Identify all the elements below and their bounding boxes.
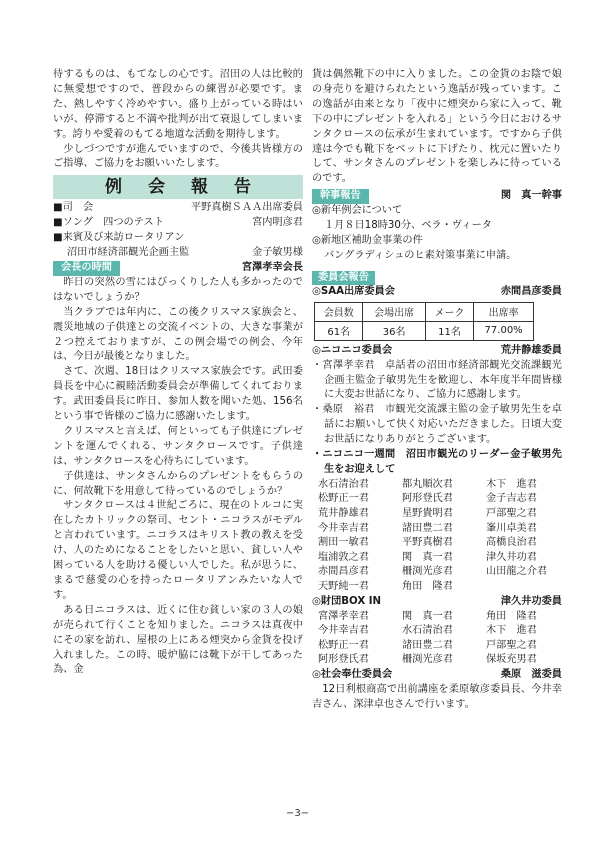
page-number: −3− <box>285 808 310 819</box>
president-paragraph: 当クラブでは年内に、この後クリスマス家族会と、震災地域の子供達との交流イベントの、大きな事業が２つ控えておりますが、この例会場での例会、今年は、今日が最後となりました。 <box>53 306 303 363</box>
program-item-guests <box>53 231 303 246</box>
president-paragraph: 子供達は、サンタさんからのプレゼントをもらうのに、何故靴下を用意して待っているのでしょうか？ <box>53 470 303 497</box>
member-name: 戸部聖之君 <box>486 508 537 520</box>
member-name: 荒井静雄君 <box>318 508 369 520</box>
member-name: 割田一敏君 <box>318 537 369 549</box>
service-name: 桑原 滋委員 <box>500 668 562 680</box>
saa-label: ◎SAA出席委員会 <box>312 285 395 297</box>
member-name: 都丸順次君 <box>402 478 453 490</box>
nikoniko-header <box>312 344 562 359</box>
president-paragraph: クリスマスと言えば、何といっても子供達にプレゼントを運んでくれる、サンタクロースです。子供達は、サンタクロースを心待ちにしています。 <box>53 425 303 467</box>
guest-organization: 沼田市経済部観光企画主監 <box>67 247 190 259</box>
member-name: 松野正一君 <box>318 493 369 505</box>
closing-paragraph: 少しづつですが進んでいますので、今後共皆様方のご指導、ご協力をお願いいたします。 <box>53 143 303 170</box>
box-header <box>312 595 562 610</box>
member-name: 柵渕光彦君 <box>402 566 453 578</box>
member-name: 津久井功君 <box>486 551 537 563</box>
right-column <box>312 68 562 713</box>
president-section-header <box>53 261 303 276</box>
nikoniko-week: ・ニコニコ一週間 沼田市観光のリーダー金子敏男先生をお迎えして <box>312 449 562 475</box>
service-text: 12日利根商高で出前講座を柔原敏彦委員長、今井幸吉さん、深津卓也さんで行います。 <box>312 683 562 710</box>
member-name: 柵渕光彦君 <box>402 654 453 666</box>
attendance-value: 61名 <box>315 321 363 340</box>
attendance-header-row <box>315 302 534 321</box>
member-name: 星野貴明君 <box>402 508 453 520</box>
committee-report-tag: 委員会報告 <box>312 271 375 285</box>
attendance-value: 77.00% <box>474 321 534 340</box>
item-label: ■司 会 <box>53 202 94 214</box>
saa-name: 赤間昌彦委員 <box>500 285 562 297</box>
nikoniko-item: ・桑原 裕君 市観光交流課主監の金子敏男先生を卓話にお願いして快く対応いただきました。日頃大変お世話になりありがとうございます。 <box>312 404 562 446</box>
box-label: ◎財団BOX IN <box>312 595 382 607</box>
nikoniko-names-grid <box>312 478 562 595</box>
attendance-header: 会員数 <box>315 302 363 321</box>
member-name: 水石清治君 <box>402 625 453 637</box>
intro-paragraph: 待するものは、もてなしの心です。沼田の人は比較的に無愛想ですので、普段からの練習が必要です。また、熱しやすく冷めやすい。盛り上がっている時はいいが、停滞すると不満や批判が出て衰退してしまいます。誇りや愛着のもてる地道な活動を期待します。 <box>53 69 303 140</box>
secretary-section-header <box>312 189 562 204</box>
attendance-value: 36名 <box>363 321 425 340</box>
member-name: 平野真樹君 <box>402 537 453 549</box>
president-name: 宮澤孝幸会長 <box>241 261 303 273</box>
member-name: 宮澤孝幸君 <box>318 610 369 622</box>
member-name: 天野純一君 <box>318 581 369 592</box>
member-name: 関 真一君 <box>402 610 453 622</box>
president-paragraph: さて、次週、18日はクリスマス家族会です。武田委員長を中心に親睦活動委員会が準備してくれております。武田委員長に昨日、参加人数を聞いた処、156名という事で皆様のご協力に感謝いたします。 <box>53 366 303 423</box>
secretary-name: 関 真一幹事 <box>500 190 562 202</box>
president-paragraph: 昨日の突然の雪にはびっくりした人も多かったのではないでしょうか？ <box>53 276 303 303</box>
item-value: 宮内明彦君 <box>252 217 303 229</box>
member-name: 角田 隆君 <box>402 581 453 592</box>
nikoniko-item: ・宮澤孝幸君 卓話者の沼田市経済部観光交流課観光企画主監金子敏男先生を歓迎し、本年度半年間皆様に大変お世話になり、ご協力に感謝します。 <box>312 359 562 401</box>
secretary-tag: 幹事報告 <box>312 189 369 204</box>
member-name: 赤間昌彦君 <box>318 566 369 578</box>
secretary-line: ◎新地区補助金事業の件 <box>312 234 423 246</box>
service-label: ◎社会奉仕委員会 <box>312 668 393 680</box>
program-item-song <box>53 216 303 231</box>
item-label: ■ソング 四つのテスト <box>53 217 164 229</box>
member-name: 山田龍之介君 <box>486 566 548 578</box>
member-name: 保坂充男君 <box>486 654 537 666</box>
member-name: 峯川卓美君 <box>486 522 537 534</box>
nikoniko-label: ◎ニコニコ委員会 <box>312 344 393 356</box>
member-name: 関 真一君 <box>402 551 453 563</box>
program-item-host <box>53 201 303 216</box>
member-name: 今井幸吉君 <box>318 522 369 534</box>
member-name: 諸田豊二君 <box>402 522 453 534</box>
continued-paragraph: 貨は偶然靴下の中に入りました。この金貨のお陰で娘の身売りを避けられたという逸話が残っています。この逸話が由来となり「夜中に煙突から家に入って、靴下の中にプレゼントを入れる」という今日におけるサンタクロースの伝承が生まれています。ですから子供達は今でも靴下をベットに下げたり、枕元に置いたりして、サンタさんのプレゼントを楽しみに待っているのです。 <box>312 69 562 185</box>
member-name: 阿形登氏君 <box>318 654 369 666</box>
secretary-line: ◎新年例会について <box>312 205 403 217</box>
member-name: 高橋良治君 <box>486 537 537 549</box>
member-name: 角田 隆君 <box>486 610 537 622</box>
member-name: 戸部聖之君 <box>486 639 537 651</box>
item-value: 平野真樹ＳＡＡ出席委員 <box>190 202 303 214</box>
member-name: 今井幸吉君 <box>318 625 369 637</box>
guest-line <box>53 246 303 261</box>
attendance-header: 会場出席 <box>363 302 425 321</box>
member-name: 金子吉志君 <box>486 493 537 505</box>
secretary-line: １月８日18時30分、ベラ・ヴィータ <box>324 220 492 232</box>
item-label: ■来賓及び来訪ロータリアン <box>53 232 185 244</box>
attendance-table <box>314 302 534 341</box>
member-name: 松野正一君 <box>318 639 369 651</box>
box-names-grid <box>312 610 562 668</box>
president-paragraph: サンタクロースは４世紀ごろに、現在のトルコに実在したカトリックの祭司、セント・ニコラスがモデルと言われています。ニコラスはキリスト教の教えを受け、人のためになることをしたいと思い、貧しい人や困っている人を助ける優しい人でした。私が思うに、まるで慈愛の心を持ったロータリアンみたいな人です。 <box>53 500 303 601</box>
member-name: 木下 進君 <box>486 478 537 490</box>
left-column <box>53 68 303 678</box>
member-name: 阿形登氏君 <box>402 493 453 505</box>
saa-header <box>312 285 562 300</box>
attendance-value: 11名 <box>425 321 473 340</box>
attendance-header: 出席率 <box>474 302 534 321</box>
attendance-header: メーク <box>425 302 473 321</box>
nikoniko-name: 荒井静雄委員 <box>500 344 562 356</box>
president-tag: 会長の時間 <box>53 261 120 276</box>
member-name: 塩浦敦之君 <box>318 551 369 563</box>
member-name <box>486 580 568 595</box>
member-name: 水石清治君 <box>318 478 369 490</box>
box-name: 津久井功委員 <box>500 595 562 607</box>
member-name: 諸田豊二君 <box>402 639 453 651</box>
meeting-report-banner: 例会報告 <box>53 175 303 199</box>
attendance-value-row <box>315 321 534 340</box>
member-name: 木下 進君 <box>486 625 537 637</box>
guest-name: 金子敏男様 <box>252 247 303 259</box>
secretary-line: バングラディシュのヒ素対策事業に申請。 <box>324 249 517 261</box>
president-paragraph: ある日ニコラスは、近くに住む貧しい家の３人の娘が売られて行くことを知りました。ニコラスは真夜中にその家を訪れ、屋根の上にある煙突から金貨を投げ入れました。この時、暖炉脇には靴下が干してあった為、金 <box>53 604 303 676</box>
service-header <box>312 668 562 683</box>
